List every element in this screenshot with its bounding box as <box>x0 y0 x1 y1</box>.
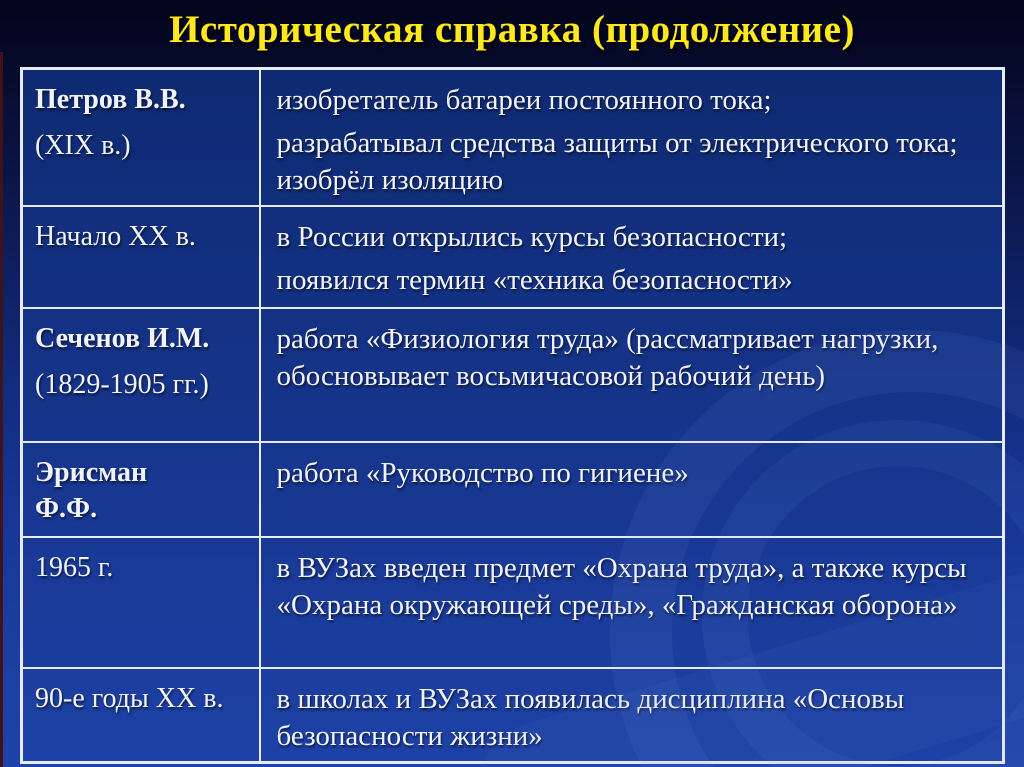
term-cell <box>22 668 260 763</box>
desc-cell <box>260 537 1004 668</box>
table-row <box>22 537 1004 668</box>
desc-line: работа «Руководство по гигиене» <box>276 457 689 489</box>
table-row <box>22 206 1004 308</box>
term-line: 90-е годы XX в. <box>35 683 224 714</box>
table-row <box>22 308 1004 442</box>
term-line: Начало XX в. <box>35 221 196 252</box>
desc-line: в ВУЗах введен предмет «Охрана труда», а также курсы «Охрана окружающей среды», «Гражданская оборона» <box>276 552 967 621</box>
slide-title: Историческая справка (продолжение) <box>169 8 855 51</box>
table-row <box>22 442 1004 537</box>
table-row <box>22 69 1004 207</box>
desc-line: в России открылись курсы безопасности; <box>276 221 788 253</box>
term-line: Петров В.В. <box>35 84 186 115</box>
desc-cell <box>260 206 1004 308</box>
desc-line: работа «Физиология труда» (рассматривает нагрузки, обосновывает восьмичасовой рабочий день) <box>276 323 939 392</box>
desc-line: разрабатывал средства защиты от электрического тока; изобрёл изоляцию <box>276 127 958 196</box>
desc-line: в школах и ВУЗах появилась дисциплина «Основы безопасности жизни» <box>276 683 905 752</box>
term-cell <box>22 69 260 207</box>
desc-cell <box>260 308 1004 442</box>
desc-line: изобретатель батареи постоянного тока; <box>276 84 772 116</box>
term-line: Сеченов И.М. <box>35 323 210 354</box>
desc-cell <box>260 668 1004 763</box>
term-line: (XIX в.) <box>35 130 131 161</box>
term-line: 1965 г. <box>35 552 114 583</box>
desc-line: появился термин «техника безопасности» <box>276 264 793 296</box>
term-cell <box>22 442 260 537</box>
desc-cell <box>260 442 1004 537</box>
term-cell <box>22 537 260 668</box>
term-line: Эрисман Ф.Ф. <box>35 457 148 524</box>
term-line: (1829-1905 гг.) <box>35 369 209 400</box>
term-cell <box>22 308 260 442</box>
history-table <box>20 67 1005 764</box>
desc-cell <box>260 69 1004 207</box>
table-row <box>22 668 1004 763</box>
left-edge-strip <box>0 52 3 767</box>
history-table-body <box>22 69 1004 763</box>
term-cell <box>22 206 260 308</box>
